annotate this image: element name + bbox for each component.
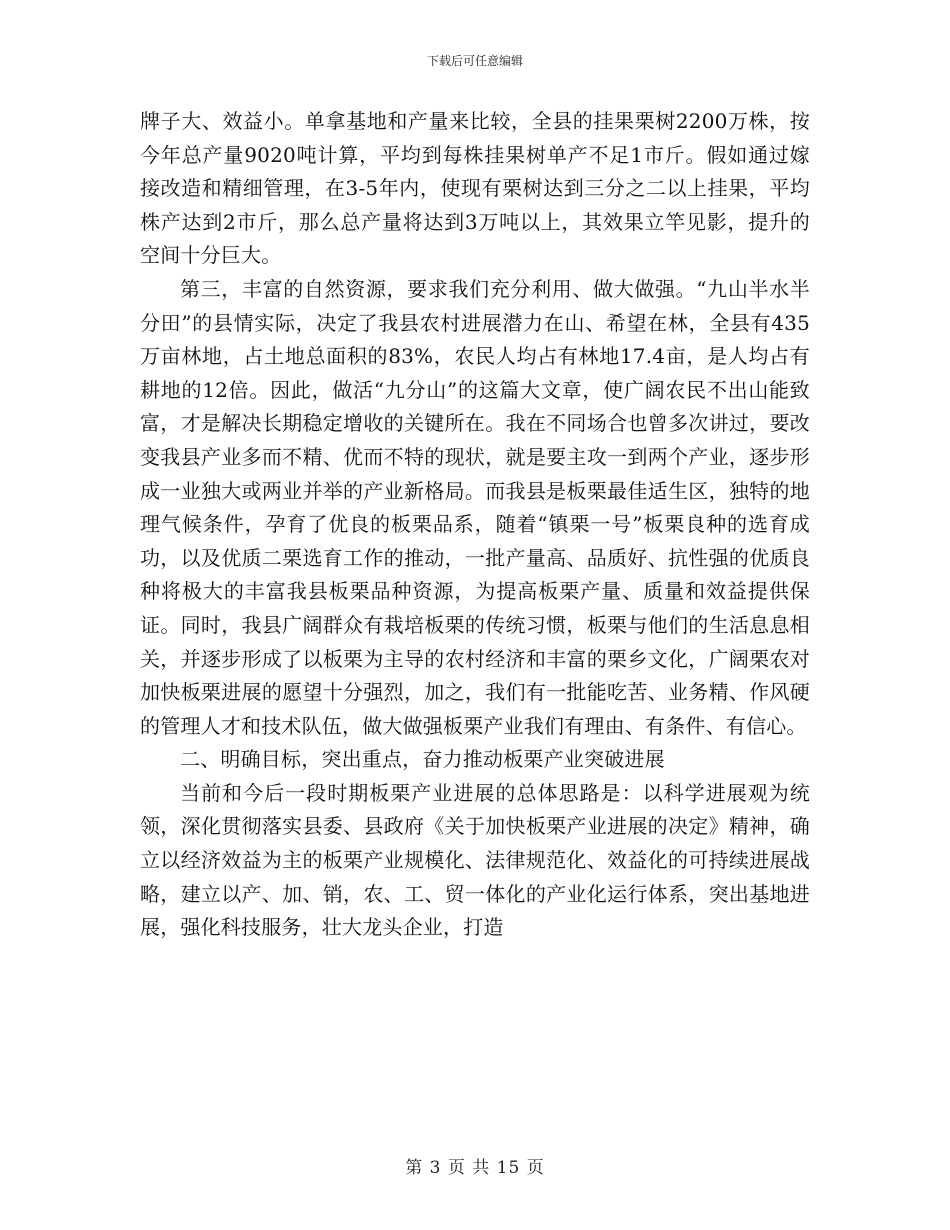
document-body — [140, 105, 810, 945]
paragraph-1: 牌子大、效益小。单拿基地和产量来比较，全县的挂果栗树2200万株，按今年总产量9020吨计算，平均到每株挂果树单产不足1市斤。假如通过嫁接改造和精细管理，在3-5年内，使现有栗树达到三分之二以上挂果，平均株产达到2市斤，那么总产量将达到3万吨以上，其效果立竿见影，提升的空间十分巨大。 — [140, 109, 810, 268]
page-number: 第 3 页 共 15 页 — [405, 1158, 545, 1178]
section-heading: 二、明确目标，突出重点，奋力推动板栗产业突破进展 — [180, 747, 665, 772]
paragraph-2: 第三，丰富的自然资源，要求我们充分利用、做大做强。“九山半水半分田”的县情实际，决定了我县农村进展潜力在山、希望在林，全县有435万亩林地，占土地总面积的83%，农民人均占有林地17.4亩，是人均占有耕地的12倍。因此，做活“九分山”的这篇大文章，使广阔农民不出山能致富，才是解决长期稳定增收的关键所在。我在不同场合也曾多次讲过，要改变我县产业多而不精、优而不特的现状，就是要主攻一到两个产业，逐步形成一业独大或两业并举的产业新格局。而我县是板栗最佳适生区，独特的地理气候条件，孕育了优良的板栗品系，随着“镇栗一号”板栗良种的选育成功，以及优质二栗选育工作的推动，一批产量高、品质好、抗性强的优质良种将极大的丰富我县板栗品种资源，为提高板栗产量、质量和效益提供保证。同时，我县广阔群众有栽培板栗的传统习惯，板栗与他们的生活息息相关，并逐步形成了以板栗为主导的农村经济和丰富的栗乡文化，广阔栗农对加快板栗进展的愿望十分强烈，加之，我们有一批能吃苦、业务精、作风硬的管理人才和技术队伍，做大做强板栗产业我们有理由、有条件、有信心。 — [140, 276, 810, 738]
paragraph-3: 当前和今后一段时期板栗产业进展的总体思路是：以科学进展观为统领，深化贯彻落实县委、县政府《关于加快板栗产业进展的决定》精神，确立以经济效益为主的板栗产业规模化、法律规范化、效益化的可持续进展战略，建立以产、加、销，农、工、贸一体化的产业化运行体系，突出基地进展，强化科技服务，壮大龙头企业，打造 — [140, 780, 810, 940]
page-header-note: 下载后可任意编辑 — [426, 54, 523, 68]
